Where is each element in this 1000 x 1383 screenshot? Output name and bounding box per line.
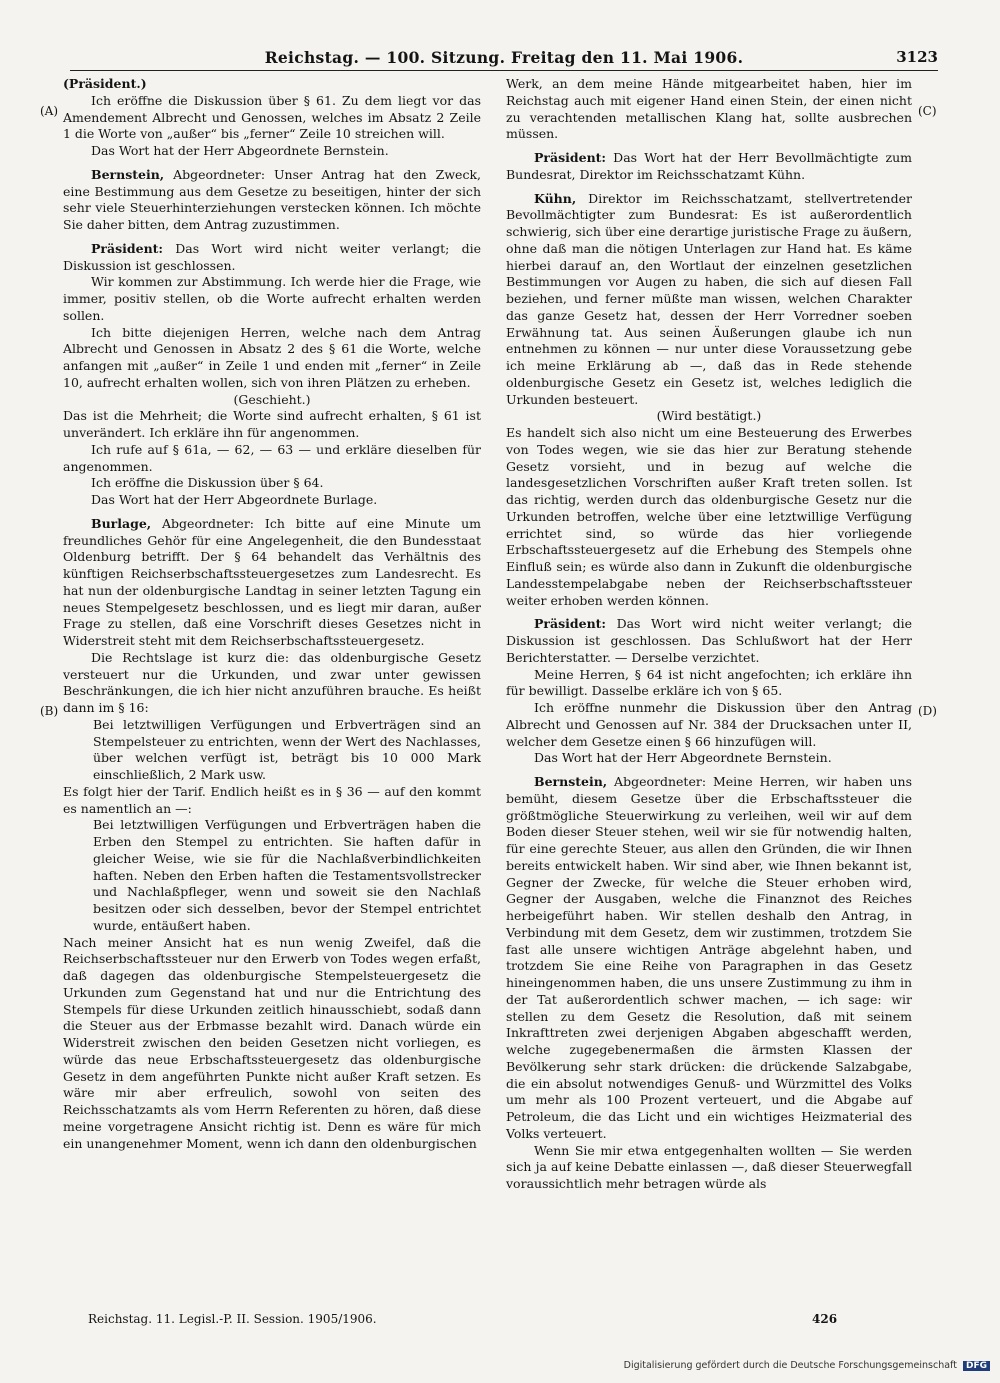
paragraph-text: Abgeordneter: Ich bitte auf eine Minute um freundliches Gehör für eine Angelegenheit, die den Bundesstaat Oldenburg betrifft. Der § 64 behandelt das Verhältnis des künftigen Reichserbschaftssteuergesetzes zum Landesrecht. Es hat nun der oldenburgische Landtag in seiner letzten Tagung ein neues Stempelgesetz beschlossen, und es liegt mir daran, außer Frage zu stellen, daß eine Vorschrift dieses Gesetzes nicht in Widerstreit steht mit dem Reichserbschaftssteuergesetz. <box>63 515 481 648</box>
paragraph-text: Es folgt hier der Tarif. Endlich heißt es in § 36 — auf den kommt es namentlich an —: <box>63 783 481 816</box>
paragraph <box>506 667 912 701</box>
paragraph <box>506 191 912 409</box>
paragraph <box>63 392 481 409</box>
paragraph-text: Die Rechtslage ist kurz die: das oldenburgische Gesetz versteuert nur die Urkunden, und zwar unter gewissen Beschränkungen, die ich hier nicht anzuführen brauche. Es heißt dann im § 16: <box>63 649 481 715</box>
paragraph <box>63 274 481 324</box>
paragraph-text: Bei letztwilligen Verfügungen und Erbverträgen haben die Erben den Stempel zu entrichten. Sie haften dafür in gleicher Weise, wie sie für die Nachlaßverbindlichkeiten haften. Neben den Erben haften die Testamentsvollstrecker und Nachlaßpfleger, wenn und soweit sie den Nachlaß besitzen oder sich desselben, bevor der Stempel entrichtet wurde, entäußert haben. <box>93 817 481 933</box>
paragraph <box>506 1143 912 1193</box>
margin-label-b: (B) <box>40 704 59 718</box>
paragraph <box>506 76 912 143</box>
paragraph <box>63 143 481 160</box>
paragraph <box>63 241 481 275</box>
paragraph-text: Das ist die Mehrheit; die Worte sind aufrecht erhalten, § 61 ist unverändert. Ich erkläre ihn für angenommen. <box>63 408 481 440</box>
paragraph-text: Das Wort hat der Herr Abgeordnete Bernstein. <box>534 750 832 766</box>
margin-label-c: (C) <box>918 104 937 118</box>
header-title: Reichstag. — 100. Sitzung. Freitag den 11. Mai 1906. <box>264 48 744 67</box>
paragraph-text: Nach meiner Ansicht hat es nun wenig Zweifel, daß die Reichserbschaftssteuer nur den Erwerb von Todes wegen erfaßt, daß dagegen das oldenburgische Stempelsteuergesetz die Urkunden zum Gegenstand hat und nur die Entrichtung des Stempels für diese Urkunden zeitlich hinausschiebt, sodaß dann die Steuer aus der Erbmasse bezahlt wird. Danach würde ein Widerstreit zwischen den beiden Gesetzen nicht vorliegen, es würde das neue Erbschaftssteuergesetz das oldenburgische Gesetz in dem angeführten Punkte nicht außer Kraft setzen. Es wäre mir aber erfreulich, sowohl von seiten des Reichsschatzamts als vom Herrn Referenten zu hören, daß diese meine vorgetragene Ansicht richtig ist. Denn es wäre für mich ein unangenehmer Moment, wenn ich dann den oldenburgischen <box>63 934 481 1151</box>
paragraph <box>63 76 481 93</box>
digitization-text: Digitalisierung gefördert durch die Deutsche Forschungsgemeinschaft <box>623 1360 957 1371</box>
speaker-name: Burlage, <box>91 515 152 531</box>
paragraph-text: (Geschieht.) <box>233 391 311 407</box>
paragraph-text: Meine Herren, § 64 ist nicht angefochten; ich erkläre ihn für bewilligt. Dasselbe erkläre ich von § 65. <box>506 666 912 699</box>
paragraph <box>63 167 481 234</box>
paragraph-text: Das Wort wird nicht weiter verlangt; die Diskussion ist geschlossen. <box>63 240 481 273</box>
paragraph <box>63 650 481 717</box>
paragraph <box>63 717 481 784</box>
paragraph <box>63 817 481 934</box>
speaker-name: Kühn, <box>534 190 577 206</box>
paragraph <box>63 516 481 650</box>
header-rule <box>70 70 938 71</box>
footer-sheet-number: 426 <box>812 1312 838 1326</box>
paragraph <box>506 616 912 666</box>
paragraph <box>506 700 912 750</box>
speaker-name: Bernstein, <box>91 166 165 182</box>
dfg-logo: DFG <box>963 1361 990 1371</box>
paragraph <box>506 408 912 425</box>
paragraph <box>506 750 912 767</box>
paragraph-text: Bei letztwilligen Verfügungen und Erbverträgen sind an Stempelsteuer zu entrichten, wenn der Wert des Nachlasses, über welchen verfügt ist, beträgt bis 10 000 Mark einschließlich, 2 Mark usw. <box>93 716 482 782</box>
footer-session-info: Reichstag. 11. Legisl.-P. II. Session. 1905/1906. <box>88 1312 377 1326</box>
speaker-name: Präsident: <box>91 240 164 256</box>
paragraph-text: Abgeordneter: Meine Herren, wir haben uns bemüht, diesem Gesetze über die Erbschaftssteuer die größtmögliche Steuerwirkung zu verleihen, weil wir auf dem Boden dieser Steuer stehen, weil wir sie für notwendig halten, für eine gerechte Steuer, aus allen den Gründen, die wir Ihnen bereits entwickelt haben. Wir sind aber, wie Ihnen bekannt ist, Gegner der Zwecke, für welche die Steuer erhoben wird, Gegner der Ausgaben, welche die Finanznot des Reiches herbeigeführt haben. Wir stellen deshalb den Antrag, in Verbindung mit dem Gesetz, dem wir zustimmen, trotzdem Sie fast alle unsere wichtigen Anträge abgelehnt haben, und trotzdem Sie eine Reihe von Paragraphen in das Gesetz hineingenommen haben, die uns unsere Zustimmung zu ihm in der Tat außerordentlich schwer machen, — ich sage: wir stellen zu dem Gesetz die Resolution, daß mit seinem Inkrafttreten zwei derjenigen Abgaben abgeschafft werden, welche zugegebenermaßen die ärmsten Klassen der Bevölkerung sehr stark drücken: die drückende Salzabgabe, die ein absolut notwendiges Genuß- und Würzmittel des Volks um mehr als 100 Prozent verteuert, und die Abgabe auf Petroleum, die das Licht und ein wichtiges Heizmaterial des Volks verteuert. <box>506 774 912 1141</box>
paragraph <box>506 150 912 184</box>
paragraph-text: (Präsident.) <box>63 76 147 91</box>
paragraph <box>63 93 481 143</box>
paragraph-text: Direktor im Reichsschatzamt, stellvertretender Bevollmächtigter zum Bundesrat: Es ist außerordentlich schwierig, sich über eine derartige juristische Frage zu äußern, ohne daß man die nötigen Unterlagen zur Hand hat. Es käme hierbei darauf an, den Wortlaut der einzelnen gesetzlichen Bestimmungen vor Augen zu haben, die sich auf diesen Fall beziehen, und ferner müßte man wissen, welchen Charakter das ganze Gesetz hat, dessen der Herr Vorredner soeben Erwähnung tat. Aus seinen Äußerungen glaube ich nun entnehmen zu können — nur unter diese Voraussetzung gebe ich meine Erklärung ab —, daß das in Rede stehende oldenburgische Gesetz ein Gesetz ist, welches lediglich die Urkunden besteuert. <box>506 190 912 407</box>
speaker-name: Präsident: <box>534 150 607 165</box>
paragraph <box>63 442 481 476</box>
paragraph-text: Abgeordneter: Unser Antrag hat den Zweck, eine Bestimmung aus dem Gesetze zu beseitigen, hinter der sich sehr viele Steuerhinterziehungen verstecken können. Ich möchte Sie daher bitten, dem Antrag zuzustimmen. <box>63 166 481 232</box>
paragraph <box>63 408 481 442</box>
paragraph-text: Wir kommen zur Abstimmung. Ich werde hier die Frage, wie immer, positiv stellen, ob die Worte aufrecht erhalten werden sollen. <box>63 274 481 323</box>
paragraph <box>63 492 481 509</box>
page-number: 3123 <box>896 48 938 66</box>
paragraph-text: Wenn Sie mir etwa entgegenhalten wollten — Sie werden sich ja auf keine Debatte einlassen —, daß dieser Steuerwegfall voraussichtlich mehr betragen würde als <box>506 1142 912 1191</box>
paragraph-text: Ich bitte diejenigen Herren, welche nach dem Antrag Albrecht und Genossen in Absatz 2 des § 61 die Worte, welche anfangen mit „außer“ in Zeile 1 und enden mit „ferner“ in Zeile 10, aufrecht erhalten wollen, sich von ihren Plätzen zu erheben. <box>63 324 481 390</box>
margin-label-d: (D) <box>918 704 937 718</box>
paragraph-text: Ich eröffne die Diskussion über § 64. <box>91 475 324 491</box>
paragraph <box>506 425 912 609</box>
right-column <box>506 76 912 1193</box>
paragraph-text: Das Wort hat der Herr Bevollmächtigte zum Bundesrat, Direktor im Reichsschatzamt Kühn. <box>506 150 912 182</box>
margin-label-a: (A) <box>40 104 59 118</box>
paragraph <box>506 774 912 1143</box>
left-column <box>63 76 481 1152</box>
speaker-name: Bernstein, <box>534 774 608 789</box>
paragraph-text: Werk, an dem meine Hände mitgearbeitet haben, hier im Reichstag auch mit eigener Hand einen Stein, der einen nicht zu verachtenden metallischen Klang hat, sollte ausbrechen müssen. <box>506 76 912 142</box>
paragraph <box>63 325 481 392</box>
paragraph-text: Ich eröffne nunmehr die Diskussion über den Antrag Albrecht und Genossen auf Nr. 384 der Drucksachen unter II, welcher dem Gesetze einen § 66 hinzufügen will. <box>506 700 912 749</box>
paragraph-text: Es handelt sich also nicht um eine Besteuerung des Erwerbes von Todes wegen, wie sie das hier zur Beratung stehende Gesetz vorsieht, und in bezug auf welche die landesgesetzlichen Vorschriften außer Kraft treten sollen. Ist das richtig, werden durch das oldenburgische Gesetz nur die Urkunden betroffen, welche über eine letztwillige Verfügung errichtet sind, so würde das hier vorliegende Erbschaftssteuergesetz auf die Erhebung des Stempels ohne Einfluß sein; es würde also dann in Zukunft die oldenburgische Landesstempelabgabe neben der Reichserbschaftssteuer weiter erhoben werden können. <box>506 425 912 608</box>
page-header <box>70 48 938 70</box>
paragraph-text: (Wird bestätigt.) <box>656 408 762 424</box>
paragraph-text: Das Wort hat der Herr Abgeordnete Bernstein. <box>91 143 389 158</box>
paragraph-text: Das Wort wird nicht weiter verlangt; die Diskussion ist geschlossen. Das Schlußwort hat der Herr Berichterstatter. — Derselbe verzichtet. <box>506 616 912 665</box>
paragraph-text: Das Wort hat der Herr Abgeordnete Burlage. <box>91 492 378 507</box>
paragraph <box>63 935 481 1153</box>
paragraph <box>63 475 481 492</box>
paragraph-text: Ich rufe auf § 61a, — 62, — 63 — und erkläre dieselben für angenommen. <box>63 441 481 474</box>
paragraph <box>63 784 481 818</box>
paragraph-text: Ich eröffne die Diskussion über § 61. Zu dem liegt vor das Amendement Albrecht und Genossen, welches im Absatz 2 Zeile 1 die Worte von „außer“ bis „ferner“ Zeile 10 streichen will. <box>63 92 481 142</box>
speaker-name: Präsident: <box>534 616 607 632</box>
digitization-notice <box>624 1360 990 1371</box>
